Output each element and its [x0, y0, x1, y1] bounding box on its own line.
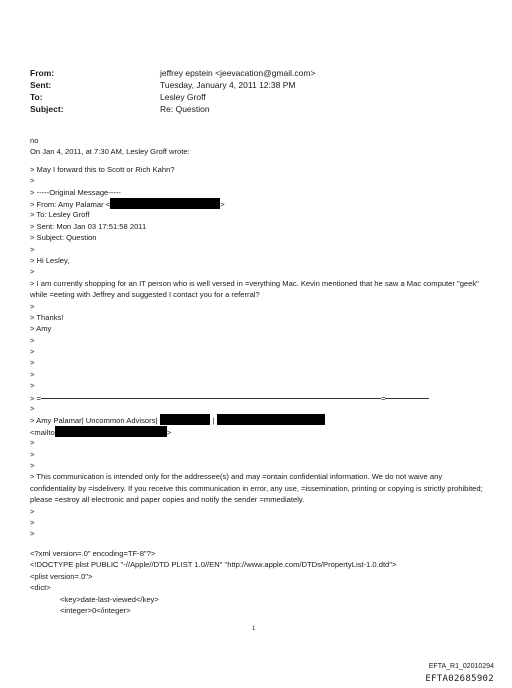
body-line: >	[30, 529, 35, 539]
separator-rule	[41, 392, 381, 399]
signature-prefix: > Amy Palamar| Uncommon Advisors|	[30, 416, 158, 426]
subject-value: Re: Question	[160, 104, 210, 114]
body-line: >	[30, 438, 35, 448]
separator-mid: =	[380, 393, 386, 403]
body-paragraph: > I am currently shopping for an IT person who is well versed in =verything Mac. Kevin mentioned that he saw a Mac computer "geek" while =eeting with Jeffrey and suggested I contact you for a referral?	[30, 278, 479, 300]
page-number: 1	[252, 626, 256, 632]
redaction-box	[55, 426, 167, 437]
reply-text: no	[30, 136, 39, 145]
email-body	[30, 135, 485, 540]
body-line: >	[30, 460, 35, 470]
body-line: > Thanks!	[30, 312, 64, 322]
from-label: From:	[30, 68, 55, 78]
body-line: >	[30, 381, 35, 391]
separator-line	[30, 392, 485, 403]
from-line-suffix: >	[220, 199, 225, 209]
mailto-prefix: <mailto	[30, 427, 55, 437]
mailto-suffix: >	[166, 427, 172, 437]
footer-id-secondary: EFTA02685902	[425, 674, 494, 684]
body-line: > Sent: Mon Jan 03 17:51:58 2011	[30, 221, 147, 231]
plist-block	[30, 548, 396, 616]
body-line: >	[30, 347, 35, 357]
from-line	[30, 198, 485, 209]
body-line: >	[30, 404, 35, 414]
mailto-line	[30, 426, 485, 437]
body-line: > -----Original Message-----	[30, 187, 121, 197]
body-line: >	[30, 335, 35, 345]
body-line: > May I forward this to Scott or Rich Kahn?	[30, 164, 175, 174]
body-line: > To: Lesley Groff	[30, 210, 90, 220]
subject-label: Subject:	[30, 104, 64, 114]
body-line: >	[30, 176, 35, 186]
redaction-box	[110, 198, 220, 209]
body-line: >	[30, 517, 35, 527]
body-line: > Amy	[30, 324, 52, 334]
body-line: >	[30, 449, 35, 459]
plist-line: <key>date-last-viewed</key>	[60, 594, 159, 604]
sent-label: Sent:	[30, 80, 52, 90]
body-line: >	[30, 506, 35, 516]
signature-pipe: |	[212, 416, 215, 426]
from-line-prefix: > From: Amy Palamar <	[30, 199, 111, 209]
sent-value: Tuesday, January 4, 2011 12:38 PM	[160, 80, 296, 90]
body-line: >	[30, 267, 35, 277]
body-line: >	[30, 301, 35, 311]
plist-line: <?xml version=.0" encoding=TF-8"?>	[30, 549, 156, 558]
from-value: jeffrey epstein <jeevacation@gmail.com>	[160, 68, 316, 78]
to-label: To:	[30, 92, 43, 102]
separator-rule	[385, 392, 429, 399]
body-line: > Hi Lesley,	[30, 255, 70, 265]
redaction-box	[160, 414, 210, 425]
redaction-box	[217, 414, 325, 425]
body-line: >	[30, 369, 35, 379]
quote-intro: On Jan 4, 2011, at 7:30 AM, Lesley Groff wrote:	[30, 147, 190, 157]
signature-line	[30, 414, 485, 425]
body-line: > Subject: Question	[30, 233, 97, 243]
to-value: Lesley Groff	[160, 92, 206, 102]
plist-line: <dict>	[30, 583, 51, 593]
plist-line: <plist version=.0">	[30, 571, 93, 581]
disclaimer-paragraph: > This communication is intended only for the addressee(s) and may =ontain confidential information. We do not waive any confidentiality by =isdelivery. If you receive this communication in error, any use, =issemination, printing or copying is strictly prohibited; please =estroy all electronic and paper copies and notify the sender =mmediately.	[30, 472, 483, 505]
plist-line: <!DOCTYPE plist PUBLIC "-//Apple//DTD PLIST 1.0//EN" "http://www.apple.com/DTDs/PropertyList-1.0.dtd">	[30, 560, 397, 570]
footer-id-primary: EFTA_R1_02010294	[428, 663, 494, 670]
body-line: >	[30, 358, 35, 368]
separator-prefix: > =	[30, 393, 41, 403]
plist-line: <integer>0</integer>	[60, 605, 131, 615]
body-line: >	[30, 244, 35, 254]
